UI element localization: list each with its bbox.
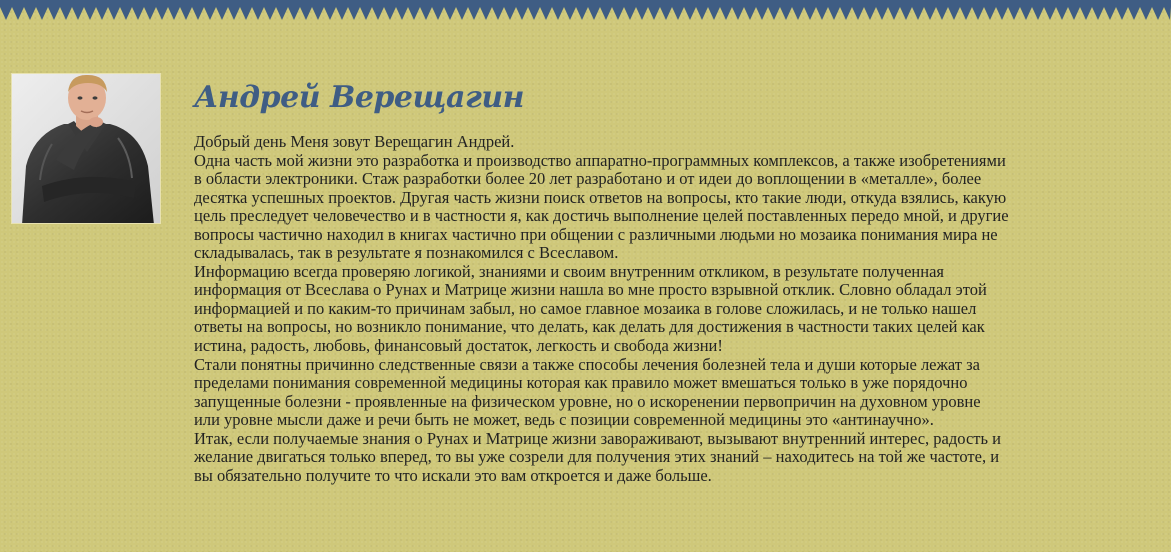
bio-line: ответы на вопросы, но возникло понимание, что делать, как делать для достижения в частности таких целей как [194,317,985,337]
bio-line: вы обязательно получите то что искали это вам откроется и даже больше. [194,465,712,485]
bio-line: пределами понимания современной медицины которая как правило может вмешаться только в уже порядочно [194,373,968,393]
bio-line: Одна часть мой жизни это разработка и производство аппаратно-программных комплексов, а также изобретениями [194,150,1006,170]
zigzag-border-shape [0,0,1171,22]
bio-line: информацией и по каким-то причинам забыл, но самое главное мозаика в голове сложилась, и не только нашел [194,298,977,318]
bio-line: или уровне мысли даже и речи быть не может, ведь с позиции современной медицины это «антинаучно». [194,410,934,430]
bio-line: в области электроники. Стаж разработки более 20 лет разработано и от идеи до воплощении в «металле», более [194,169,982,189]
bio-line: Добрый день Меня зовут Верещагин Андрей. [194,132,515,151]
bio-line: информация от Всеслава о Рунах и Матрице жизни нашла во мне просто взрывной отклик. Словно обладал этой [194,280,987,300]
bio-line: складывалась, так в результате я познакомился с Всеславом. [194,243,619,263]
bio-line: Стали понятны причинно следственные связи а также способы лечения болезней тела и души которые лежат за [194,354,980,374]
bio-line: десятка успешных проектов. Другая часть жизни поиск ответов на вопросы, кто такие люди, откуда взялись, какую [194,187,1007,207]
portrait-image [12,74,161,224]
author-name-heading: Андрей Верещагин [194,80,525,115]
bio-line: желание двигаться только вперед, то вы уже созрели для получения этих знаний – находитесь на той же частоте, и [194,447,1000,467]
bio-line: Информацию всегда проверяю логикой, знаниями и своим внутренним откликом, в результате полученная [194,261,945,281]
bio-text [194,133,1159,485]
bio-line: запущенные болезни - проявленные на физическом уровне, но о искоренении первопричин на духовном уровне [194,391,981,411]
bio-line: цель преследует человечество и в частности я, как достичь выполнение целей поставленных передо мной, и другие [194,206,1009,226]
bio-line: Итак, если получаемые знания о Рунах и Матрице жизни завораживают, вызывают внутренний интерес, радость и [194,428,1001,448]
bio-line: вопросы частично находил в книгах частично при общении с различными людьми но мозаика понимания мира не [194,224,998,244]
zigzag-top-border [0,0,1171,22]
bio-line: истина, радость, любовь, финансовый достаток, легкость и свобода жизни! [194,336,723,356]
author-photo [11,73,161,224]
